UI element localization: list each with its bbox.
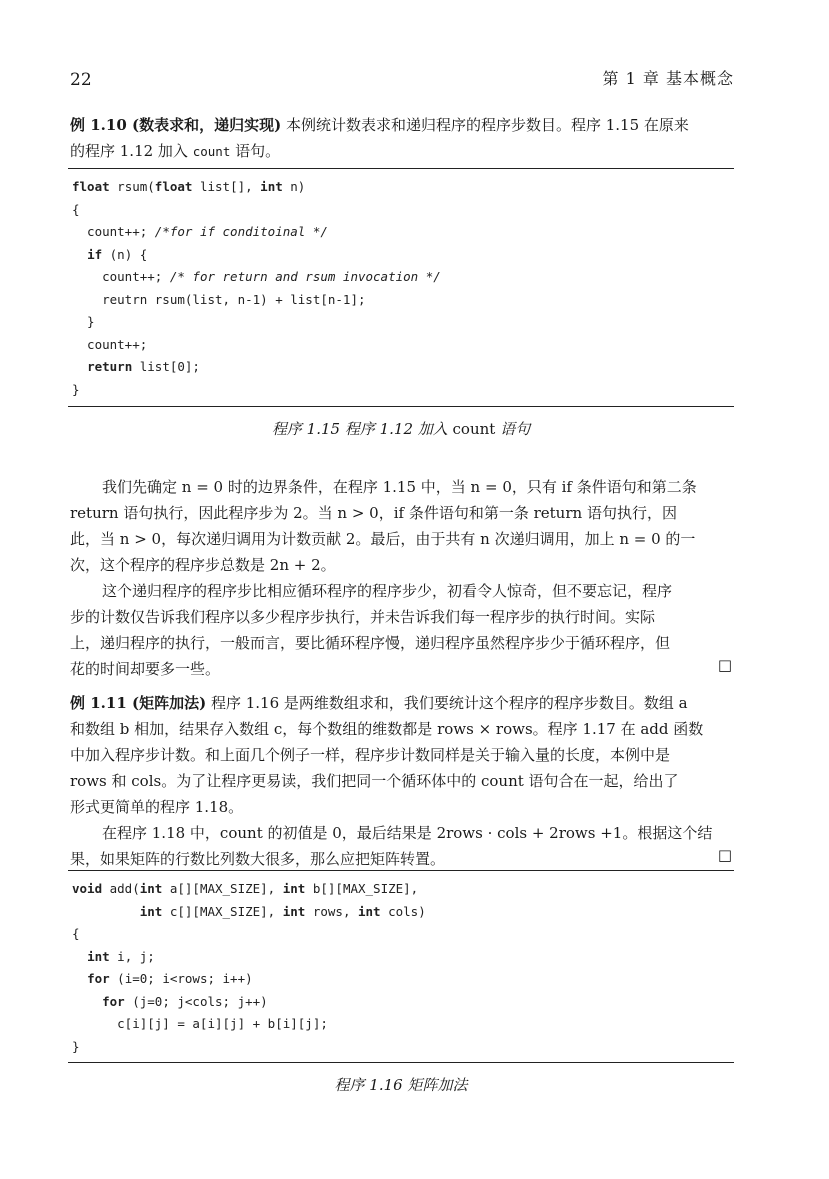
program-1-15-code xyxy=(72,176,441,401)
code-text: } xyxy=(72,1038,80,1054)
code-keyword: return xyxy=(87,359,133,374)
example-1-11-text: 程序 1.16 是两维数组求和，我们要统计这个程序的程序步数目。数组 a xyxy=(210,694,688,712)
example-1-11 xyxy=(70,690,734,872)
code-text xyxy=(72,949,87,964)
code-line xyxy=(72,878,426,901)
code-text: count++; xyxy=(72,269,170,284)
code-text xyxy=(72,359,87,374)
code-line xyxy=(72,991,426,1014)
code-text: i, j; xyxy=(109,948,155,964)
code-keyword: if xyxy=(87,246,103,262)
end-of-proof-mark-2: □ xyxy=(717,846,732,864)
paragraph-2 xyxy=(70,578,734,682)
example-1-10-text-2: 的程序 1.12 加入 xyxy=(70,142,193,160)
code-line xyxy=(72,244,441,267)
code-line xyxy=(72,334,441,357)
paragraph-line: 在程序 1.18 中，count 的初值是 0，最后结果是 2rows · cols + 2rows +1。根据这个结 xyxy=(102,824,713,842)
code-text: rows, xyxy=(305,903,358,919)
code-text: count++; xyxy=(72,336,148,352)
program-1-16-caption xyxy=(68,1074,734,1095)
caption-text-2: 语句 xyxy=(495,420,531,438)
code-text: (n) { xyxy=(102,246,148,262)
code-text: } xyxy=(72,381,80,397)
paragraph-line: 和数组 b 相加，结果存入数组 c，每个数组的维数都是 rows × rows。程序 1.17 在 add 函数 xyxy=(70,720,704,738)
code-text: { xyxy=(72,926,80,941)
paragraph-1 xyxy=(70,474,734,578)
code-keyword: float xyxy=(154,179,193,194)
code-keyword: for xyxy=(87,971,110,986)
code-text: { xyxy=(72,201,80,217)
page-number: 22 xyxy=(70,70,92,90)
paragraph-line: 中加入程序步计数。和上面几个例子一样，程序步计数同样是关于输入量的长度，本例中是 xyxy=(70,746,671,764)
example-1-11-lead: 例 1.11 (矩阵加法) xyxy=(70,694,207,712)
paragraph-line: 花的时间却要多一些。 xyxy=(70,660,221,678)
program-1-15-caption xyxy=(68,418,734,439)
code-line xyxy=(72,311,441,334)
code-keyword: int xyxy=(139,903,163,919)
code-text xyxy=(72,971,87,986)
example-1-10-lead: 例 1.10 (数表求和，递归实现) xyxy=(70,116,282,134)
paragraph-line: 我们先确定 n = 0 时的边界条件，在程序 1.15 中，当 n = 0，只有 if 条件语句和第二条 xyxy=(102,478,697,496)
paragraph-line: 此，当 n > 0，每次递归调用为计数贡献 2。最后，由于共有 n 次递归调用，加上 n = 0 的一 xyxy=(70,530,696,548)
code-text: c[][MAX_SIZE], xyxy=(162,903,283,919)
code-keyword: int xyxy=(282,881,306,896)
caption-code: count xyxy=(452,420,496,438)
code-text: add( xyxy=(102,881,140,896)
code-keyword: int xyxy=(260,179,283,194)
code-line xyxy=(72,379,441,402)
code-keyword: float xyxy=(72,179,110,194)
code-line xyxy=(72,289,441,312)
code-keyword: int xyxy=(282,903,306,919)
code-rule-top-2 xyxy=(68,870,734,871)
code-text: reutrn rsum(list, n-1) + list[n-1]; xyxy=(72,291,366,307)
example-1-10-line-2 xyxy=(70,138,734,165)
code-line xyxy=(72,199,441,222)
caption-text: 程序 1.16 矩阵加法 xyxy=(334,1076,468,1094)
code-text xyxy=(72,247,87,262)
code-line xyxy=(72,356,441,379)
code-keyword: void xyxy=(72,881,103,896)
code-rule-bottom xyxy=(68,406,734,407)
code-line xyxy=(72,221,441,244)
code-line xyxy=(72,946,426,969)
code-text: a[][MAX_SIZE], xyxy=(162,881,283,896)
code-line xyxy=(72,901,426,924)
code-rule-top xyxy=(68,168,734,169)
inline-code: count xyxy=(192,144,231,159)
code-keyword: int xyxy=(139,881,163,896)
example-1-10-text-3: 语句。 xyxy=(230,142,281,160)
paragraph-line: 次，这个程序的程序步总数是 2n + 2。 xyxy=(70,556,336,574)
code-text: (j=0; j<cols; j++) xyxy=(124,993,268,1009)
program-1-16-code xyxy=(72,878,426,1058)
code-text: b[][MAX_SIZE], xyxy=(305,881,419,896)
example-1-10 xyxy=(70,112,734,165)
code-text: cols) xyxy=(380,903,426,919)
caption-text: 程序 1.15 程序 1.12 加入 xyxy=(271,420,453,438)
code-text xyxy=(72,994,102,1009)
code-text: n) xyxy=(282,179,306,194)
code-text: rsum( xyxy=(109,179,155,194)
code-text: c[i][j] = a[i][j] + b[i][j]; xyxy=(72,1016,328,1031)
paragraph-line: 上，递归程序的执行，一般而言，要比循环程序慢，递归程序虽然程序步少于循环程序，但 xyxy=(70,634,671,652)
code-comment: /* for return and rsum invocation */ xyxy=(169,269,441,284)
code-line xyxy=(72,1036,426,1059)
paragraph-line: 这个递归程序的程序步比相应循环程序的程序步少，初看令人惊奇，但不要忘记，程序 xyxy=(102,582,673,600)
code-line xyxy=(72,923,426,946)
code-text xyxy=(72,904,140,919)
code-text: (i=0; i<rows; i++) xyxy=(109,971,253,986)
code-text: list[0]; xyxy=(132,359,200,374)
paragraph-line: return 语句执行，因此程序步为 2。当 n > 0，if 条件语句和第一条 return 语句执行，因 xyxy=(70,504,677,522)
running-head: 第 1 章 基本概念 xyxy=(602,69,734,88)
code-rule-bottom-2 xyxy=(68,1062,734,1063)
code-text: list[], xyxy=(192,179,261,194)
code-line xyxy=(72,1013,426,1036)
code-line xyxy=(72,266,441,289)
end-of-proof-mark: □ xyxy=(717,656,732,674)
example-1-11-line-1 xyxy=(70,690,734,716)
code-line xyxy=(72,968,426,991)
code-keyword: int xyxy=(358,903,381,919)
paragraph-line: 形式更简单的程序 1.18。 xyxy=(70,798,244,816)
code-comment: /*for if conditoinal */ xyxy=(154,224,328,239)
code-text: } xyxy=(72,314,95,329)
code-keyword: for xyxy=(102,993,125,1009)
paragraph-line: 果，如果矩阵的行数比列数大很多，那么应把矩阵转置。 xyxy=(70,850,446,868)
paragraph-line: rows 和 cols。为了让程序更易读，我们把同一个循环体中的 count 语句合在一起，给出了 xyxy=(70,772,679,790)
code-line xyxy=(72,176,441,199)
example-1-10-line-1 xyxy=(70,112,734,138)
paragraph-line: 步的计数仅告诉我们程序以多少程序步执行，并未告诉我们每一程序步的执行时间。实际 xyxy=(70,608,656,626)
example-1-10-text: 本例统计数表求和递归程序的程序步数目。程序 1.15 在原来 xyxy=(285,116,689,134)
code-keyword: int xyxy=(87,948,110,964)
code-text: count++; xyxy=(72,224,155,239)
